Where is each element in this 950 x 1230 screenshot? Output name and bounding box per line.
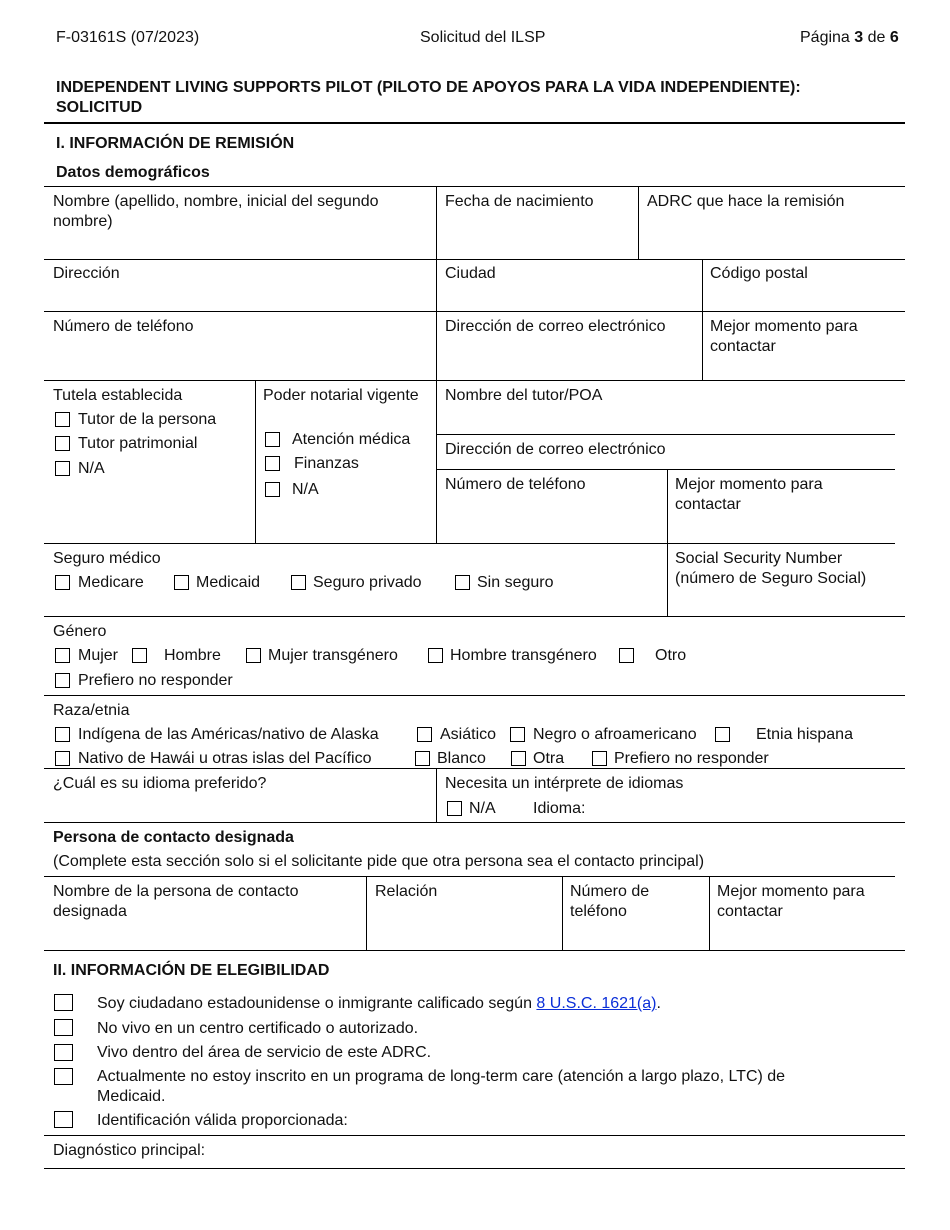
race-other-checkbox[interactable] bbox=[511, 751, 526, 766]
row-line bbox=[437, 434, 895, 435]
race-pacific-islander-checkbox[interactable] bbox=[55, 751, 70, 766]
usc-link[interactable]: 8 U.S.C. 1621(a) bbox=[536, 995, 657, 1012]
page-current: 3 bbox=[854, 29, 864, 46]
page-title-line2: SOLICITUD bbox=[56, 99, 143, 116]
eligibility-citizen-label: Soy ciudadano estadounidense o inmigrante calificado según bbox=[97, 995, 532, 1012]
contact-name-label: Nombre de la persona de contacto designada bbox=[53, 883, 299, 920]
gender-trans-male-label: Hombre transgénero bbox=[450, 647, 597, 664]
poa-medical-label: Atención médica bbox=[292, 431, 411, 448]
adrc-label: ADRC que hace la remisión bbox=[647, 193, 845, 210]
diagnosis-label: Diagnóstico principal: bbox=[53, 1142, 206, 1159]
guardian-na-checkbox[interactable] bbox=[55, 461, 70, 476]
guardian-name-label: Nombre del tutor/POA bbox=[445, 387, 603, 404]
race-native-american-checkbox[interactable] bbox=[55, 727, 70, 742]
email-label: Dirección de correo electrónico bbox=[445, 318, 666, 335]
race-black-checkbox[interactable] bbox=[510, 727, 525, 742]
row-line bbox=[44, 876, 895, 877]
address-label: Dirección bbox=[53, 265, 120, 282]
eligibility-id-label: Identificación válida proporcionada: bbox=[97, 1112, 348, 1129]
medicare-label: Medicare bbox=[78, 574, 144, 591]
race-pacific-islander-label: Nativo de Hawái u otras islas del Pacífico bbox=[78, 750, 372, 767]
guardian-person-checkbox[interactable] bbox=[55, 412, 70, 427]
city-label: Ciudad bbox=[445, 265, 496, 282]
gender-trans-male-checkbox[interactable] bbox=[428, 648, 443, 663]
page-label: Página bbox=[800, 29, 850, 46]
eligibility-citizen-checkbox[interactable] bbox=[54, 994, 73, 1011]
ssn-label: Social Security Number (número de Seguro Social) bbox=[675, 550, 867, 587]
poa-label: Poder notarial vigente bbox=[263, 387, 419, 404]
no-insurance-label: Sin seguro bbox=[477, 574, 554, 591]
eligibility-facility-checkbox[interactable] bbox=[54, 1019, 73, 1036]
contact-heading: Persona de contacto designada bbox=[53, 829, 294, 846]
eligibility-ltc-checkbox[interactable] bbox=[54, 1068, 73, 1085]
eligibility-id-checkbox[interactable] bbox=[54, 1111, 73, 1128]
row-line bbox=[44, 186, 905, 187]
row-line bbox=[44, 1135, 905, 1136]
gender-other-checkbox[interactable] bbox=[619, 648, 634, 663]
guardian-estate-checkbox[interactable] bbox=[55, 436, 70, 451]
private-insurance-checkbox[interactable] bbox=[291, 575, 306, 590]
page-total: 6 bbox=[889, 29, 899, 46]
race-no-answer-checkbox[interactable] bbox=[592, 751, 607, 766]
name-label: Nombre (apellido, nombre, inicial del segundo nombre) bbox=[53, 193, 379, 230]
eligibility-ltc-label: Actualmente no estoy inscrito en un programa de long-term care (atención a largo plazo, LTC) de Medicaid. bbox=[97, 1068, 786, 1105]
demographics-heading: Datos demográficos bbox=[56, 164, 210, 181]
poa-medical-checkbox[interactable] bbox=[265, 432, 280, 447]
gender-no-answer-checkbox[interactable] bbox=[55, 673, 70, 688]
interpreter-na-label: N/A bbox=[469, 800, 496, 817]
eligibility-citizen-text bbox=[97, 994, 661, 1014]
gender-trans-female-checkbox[interactable] bbox=[246, 648, 261, 663]
dob-label: Fecha de nacimiento bbox=[445, 193, 594, 210]
race-no-answer-label: Prefiero no responder bbox=[614, 750, 769, 767]
guardian-email-label: Dirección de correo electrónico bbox=[445, 441, 666, 458]
race-asian-label: Asiático bbox=[440, 726, 497, 743]
page-title-line1: INDEPENDENT LIVING SUPPORTS PILOT (PILOTO DE APOYOS PARA LA VIDA INDEPENDIENTE): bbox=[56, 79, 801, 96]
best-time-label: Mejor momento para contactar bbox=[710, 318, 858, 355]
gender-male-label: Hombre bbox=[164, 647, 221, 664]
col-line bbox=[709, 876, 710, 950]
page-number bbox=[800, 28, 899, 48]
gender-label: Género bbox=[53, 623, 107, 640]
gender-other-label: Otro bbox=[655, 647, 687, 664]
contact-phone-label: Número de teléfono bbox=[570, 883, 650, 920]
eligibility-service-area-label: Vivo dentro del área de servicio de este ADRC. bbox=[97, 1044, 432, 1061]
medicaid-label: Medicaid bbox=[196, 574, 261, 591]
gender-female-label: Mujer bbox=[78, 647, 119, 664]
gender-trans-female-label: Mujer transgénero bbox=[268, 647, 398, 664]
gender-male-checkbox[interactable] bbox=[132, 648, 147, 663]
col-line bbox=[702, 259, 703, 380]
contact-best-time-label: Mejor momento para contactar bbox=[717, 883, 865, 920]
col-line bbox=[436, 186, 437, 543]
guardian-estate-label: Tutor patrimonial bbox=[78, 435, 198, 452]
col-line bbox=[436, 768, 437, 822]
form-id: F-03161S (07/2023) bbox=[56, 29, 200, 46]
row-line bbox=[44, 616, 905, 617]
race-black-label: Negro o afroamericano bbox=[533, 726, 697, 743]
contact-relation-label: Relación bbox=[375, 883, 438, 900]
guardian-na-label: N/A bbox=[78, 460, 105, 477]
row-line bbox=[44, 1168, 905, 1169]
no-insurance-checkbox[interactable] bbox=[455, 575, 470, 590]
medicare-checkbox[interactable] bbox=[55, 575, 70, 590]
insurance-label: Seguro médico bbox=[53, 550, 161, 567]
poa-na-label: N/A bbox=[292, 481, 319, 498]
row-line bbox=[44, 380, 905, 381]
interpreter-na-checkbox[interactable] bbox=[447, 801, 462, 816]
medicaid-checkbox[interactable] bbox=[174, 575, 189, 590]
col-line bbox=[562, 876, 563, 950]
phone-label: Número de teléfono bbox=[53, 318, 194, 335]
eligibility-citizen-end: . bbox=[656, 995, 661, 1012]
page-of: de bbox=[867, 29, 886, 46]
row-line bbox=[44, 543, 895, 544]
guardian-person-label: Tutor de la persona bbox=[78, 411, 217, 428]
col-line bbox=[366, 876, 367, 950]
row-line bbox=[44, 695, 905, 696]
col-line bbox=[667, 469, 668, 616]
guardian-best-time-label: Mejor momento para contactar bbox=[675, 476, 823, 513]
language-label: ¿Cuál es su idioma preferido? bbox=[53, 775, 267, 792]
interpreter-label: Necesita un intérprete de idiomas bbox=[445, 775, 684, 792]
race-white-label: Blanco bbox=[437, 750, 486, 767]
row-line bbox=[437, 469, 895, 470]
title-rule bbox=[44, 122, 905, 124]
header-title: Solicitud del ILSP bbox=[420, 29, 546, 46]
eligibility-service-area-checkbox[interactable] bbox=[54, 1044, 73, 1061]
interpreter-language-label: Idioma: bbox=[533, 800, 586, 817]
poa-finance-label: Finanzas bbox=[294, 455, 359, 472]
contact-note: (Complete esta sección solo si el solicitante pide que otra persona sea el contacto principal) bbox=[53, 853, 705, 870]
private-insurance-label: Seguro privado bbox=[313, 574, 422, 591]
poa-finance-checkbox[interactable] bbox=[265, 456, 280, 471]
eligibility-facility-label: No vivo en un centro certificado o autorizado. bbox=[97, 1020, 419, 1037]
row-line bbox=[44, 259, 905, 260]
gender-female-checkbox[interactable] bbox=[55, 648, 70, 663]
section2-heading: II. INFORMACIÓN DE ELEGIBILIDAD bbox=[53, 962, 330, 979]
col-line bbox=[638, 186, 639, 259]
race-label: Raza/etnia bbox=[53, 702, 130, 719]
row-line bbox=[44, 950, 905, 951]
col-line bbox=[255, 380, 256, 543]
row-line bbox=[44, 311, 905, 312]
race-other-label: Otra bbox=[533, 750, 565, 767]
poa-na-checkbox[interactable] bbox=[265, 482, 280, 497]
race-native-american-label: Indígena de las Américas/nativo de Alaska bbox=[78, 726, 379, 743]
race-hispanic-checkbox[interactable] bbox=[715, 727, 730, 742]
guardianship-label: Tutela establecida bbox=[53, 387, 183, 404]
zip-label: Código postal bbox=[710, 265, 808, 282]
race-hispanic-label: Etnia hispana bbox=[756, 726, 853, 743]
race-white-checkbox[interactable] bbox=[415, 751, 430, 766]
race-asian-checkbox[interactable] bbox=[417, 727, 432, 742]
section1-heading: I. INFORMACIÓN DE REMISIÓN bbox=[56, 135, 295, 152]
guardian-phone-label: Número de teléfono bbox=[445, 476, 586, 493]
row-line bbox=[44, 822, 905, 823]
gender-no-answer-label: Prefiero no responder bbox=[78, 672, 233, 689]
